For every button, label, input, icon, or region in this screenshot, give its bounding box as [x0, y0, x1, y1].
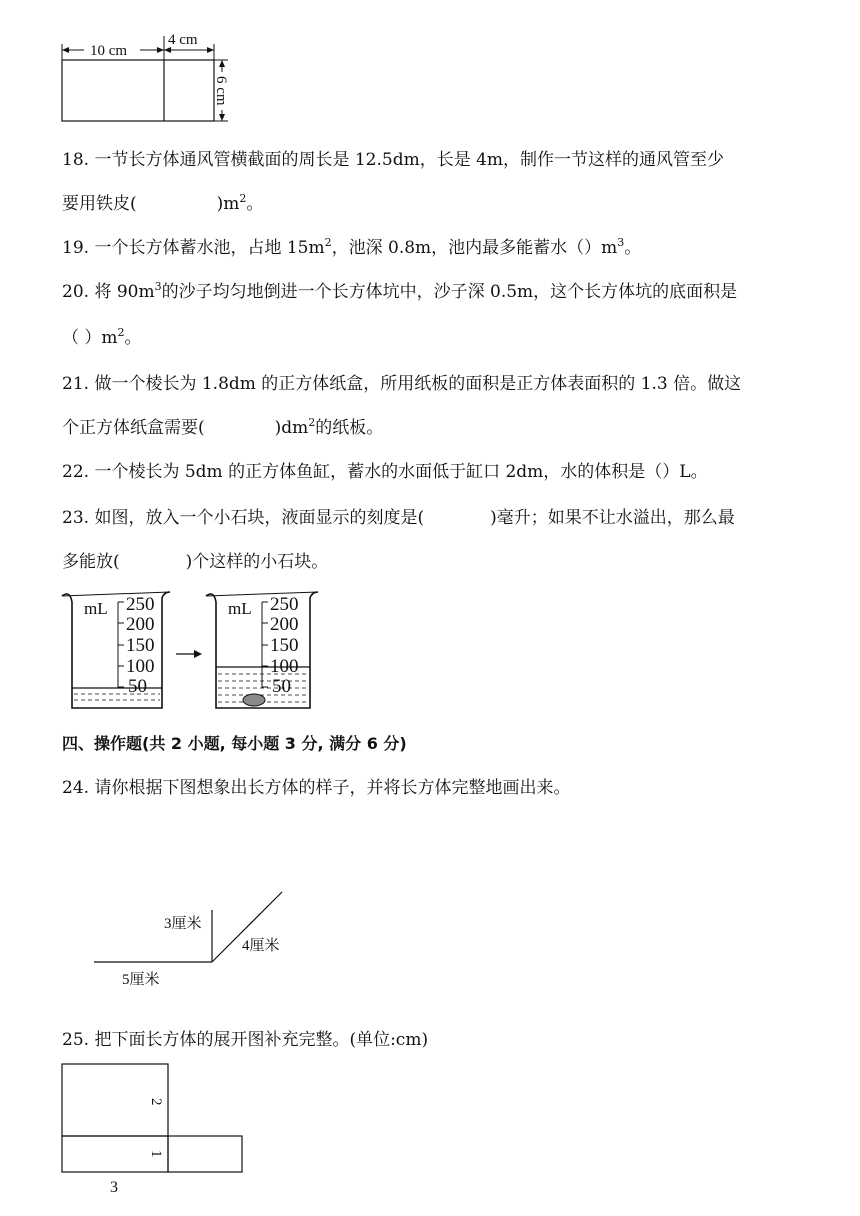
beaker1-tick-50: 50 — [128, 676, 147, 697]
q21-line2 — [62, 416, 383, 440]
q20-line1 — [62, 280, 737, 304]
q23-text-b: )毫升；如果不让水溢出，那么最 — [490, 508, 735, 528]
net-label-1: 1 — [148, 1150, 164, 1158]
beaker2-tick-150: 150 — [270, 635, 299, 656]
q19-text-c: 。 — [624, 238, 642, 258]
beaker2-tick-50: 50 — [272, 676, 291, 697]
q24-text: 24. 请你根据下图想象出长方体的样子，并将长方体完整地画出来。 — [62, 778, 571, 798]
dim-label-10cm: 10 cm — [90, 43, 128, 59]
q20-text-line2: （ ）m — [62, 328, 118, 348]
beaker1-tick-100: 100 — [126, 656, 155, 677]
q23-line2 — [62, 550, 328, 574]
q20-text-c: 。 — [124, 328, 142, 348]
q18-text-b: )m — [216, 194, 240, 214]
q18-line1: 18. 一节长方体通风管横截面的周长是 12.5dm，长是 4m，制作一节这样的通风管至少 — [62, 150, 725, 170]
q20-line2 — [62, 326, 142, 350]
q20-text-b: 的沙子均匀地倒进一个长方体坑中，沙子深 0.5m，这个长方体坑的底面积是 — [161, 282, 738, 302]
q23-text-a: 23. 如图，放入一个小石块，液面显示的刻度是( — [62, 508, 425, 528]
q23-text-d: )个这样的小石块。 — [185, 552, 329, 572]
q23-line1 — [62, 506, 735, 530]
dim-label-4cm: 4 cm — [168, 32, 198, 48]
beaker2-unit: mL — [228, 599, 252, 618]
q20-sup2: 2 — [117, 326, 125, 339]
q18-sup: 2 — [239, 192, 247, 205]
arrow-icon — [176, 650, 202, 658]
section-title: 四、操作题(共 2 小题, 每小题 3 分, 满分 6 分) — [62, 734, 407, 753]
q21-line1: 21. 做一个棱长为 1.8dm 的正方体纸盒，所用纸板的面积是正方体表面积的 1.3 倍。做这 — [62, 374, 742, 394]
stone-icon — [243, 694, 265, 706]
q19-text-b: ，池深 0.8m，池内最多能蓄水（）m — [331, 238, 618, 258]
beaker2-tick-100: 100 — [270, 656, 299, 677]
q18-text-c: 。 — [246, 194, 264, 214]
q24-label-width: 5厘米 — [122, 972, 160, 988]
top-rectangle-figure — [58, 30, 238, 126]
q25-net-figure — [58, 1060, 258, 1210]
q19-line — [62, 236, 641, 260]
beaker1-unit: mL — [84, 599, 108, 618]
q21-sup: 2 — [308, 416, 316, 429]
beaker-before — [62, 592, 170, 708]
q20-text-a: 20. 将 90m — [62, 282, 155, 302]
net-face-bottom-right — [168, 1136, 242, 1172]
beaker-after — [206, 592, 318, 708]
q19-sup1: 2 — [324, 236, 332, 249]
q19-text-a: 19. 一个长方体蓄水池，占地 15m — [62, 238, 325, 258]
dim-label-6cm: 6 cm — [213, 76, 229, 106]
q24-label-height: 3厘米 — [164, 916, 202, 932]
beaker2-tick-200: 200 — [270, 614, 299, 635]
q23-text-c: 多能放( — [62, 552, 120, 572]
q20-sup1: 3 — [154, 280, 162, 293]
q18-line2 — [62, 192, 263, 216]
q21-text-a: 个正方体纸盒需要( — [62, 418, 205, 438]
q24-figure — [92, 890, 292, 990]
net-label-3: 3 — [110, 1179, 118, 1196]
q19-sup2: 3 — [617, 236, 625, 249]
beakers-figure — [58, 588, 328, 718]
beaker1-tick-150: 150 — [126, 635, 155, 656]
net-label-2: 2 — [148, 1098, 164, 1106]
q18-text-a: 要用铁皮( — [62, 194, 137, 214]
beaker2-tick-250: 250 — [270, 594, 299, 615]
beaker1-tick-250: 250 — [126, 594, 155, 615]
q22-line: 22. 一个棱长为 5dm 的正方体鱼缸，蓄水的水面低于缸口 2dm，水的体积是（）L。 — [62, 462, 708, 482]
q24-label-depth: 4厘米 — [242, 938, 280, 954]
q25-text: 25. 把下面长方体的展开图补充完整。(单位:cm) — [62, 1030, 429, 1050]
figure-rectangle — [62, 60, 214, 121]
q21-text-b: )dm — [274, 418, 309, 438]
q21-text-c: 的纸板。 — [315, 418, 384, 438]
beaker1-tick-200: 200 — [126, 614, 155, 635]
